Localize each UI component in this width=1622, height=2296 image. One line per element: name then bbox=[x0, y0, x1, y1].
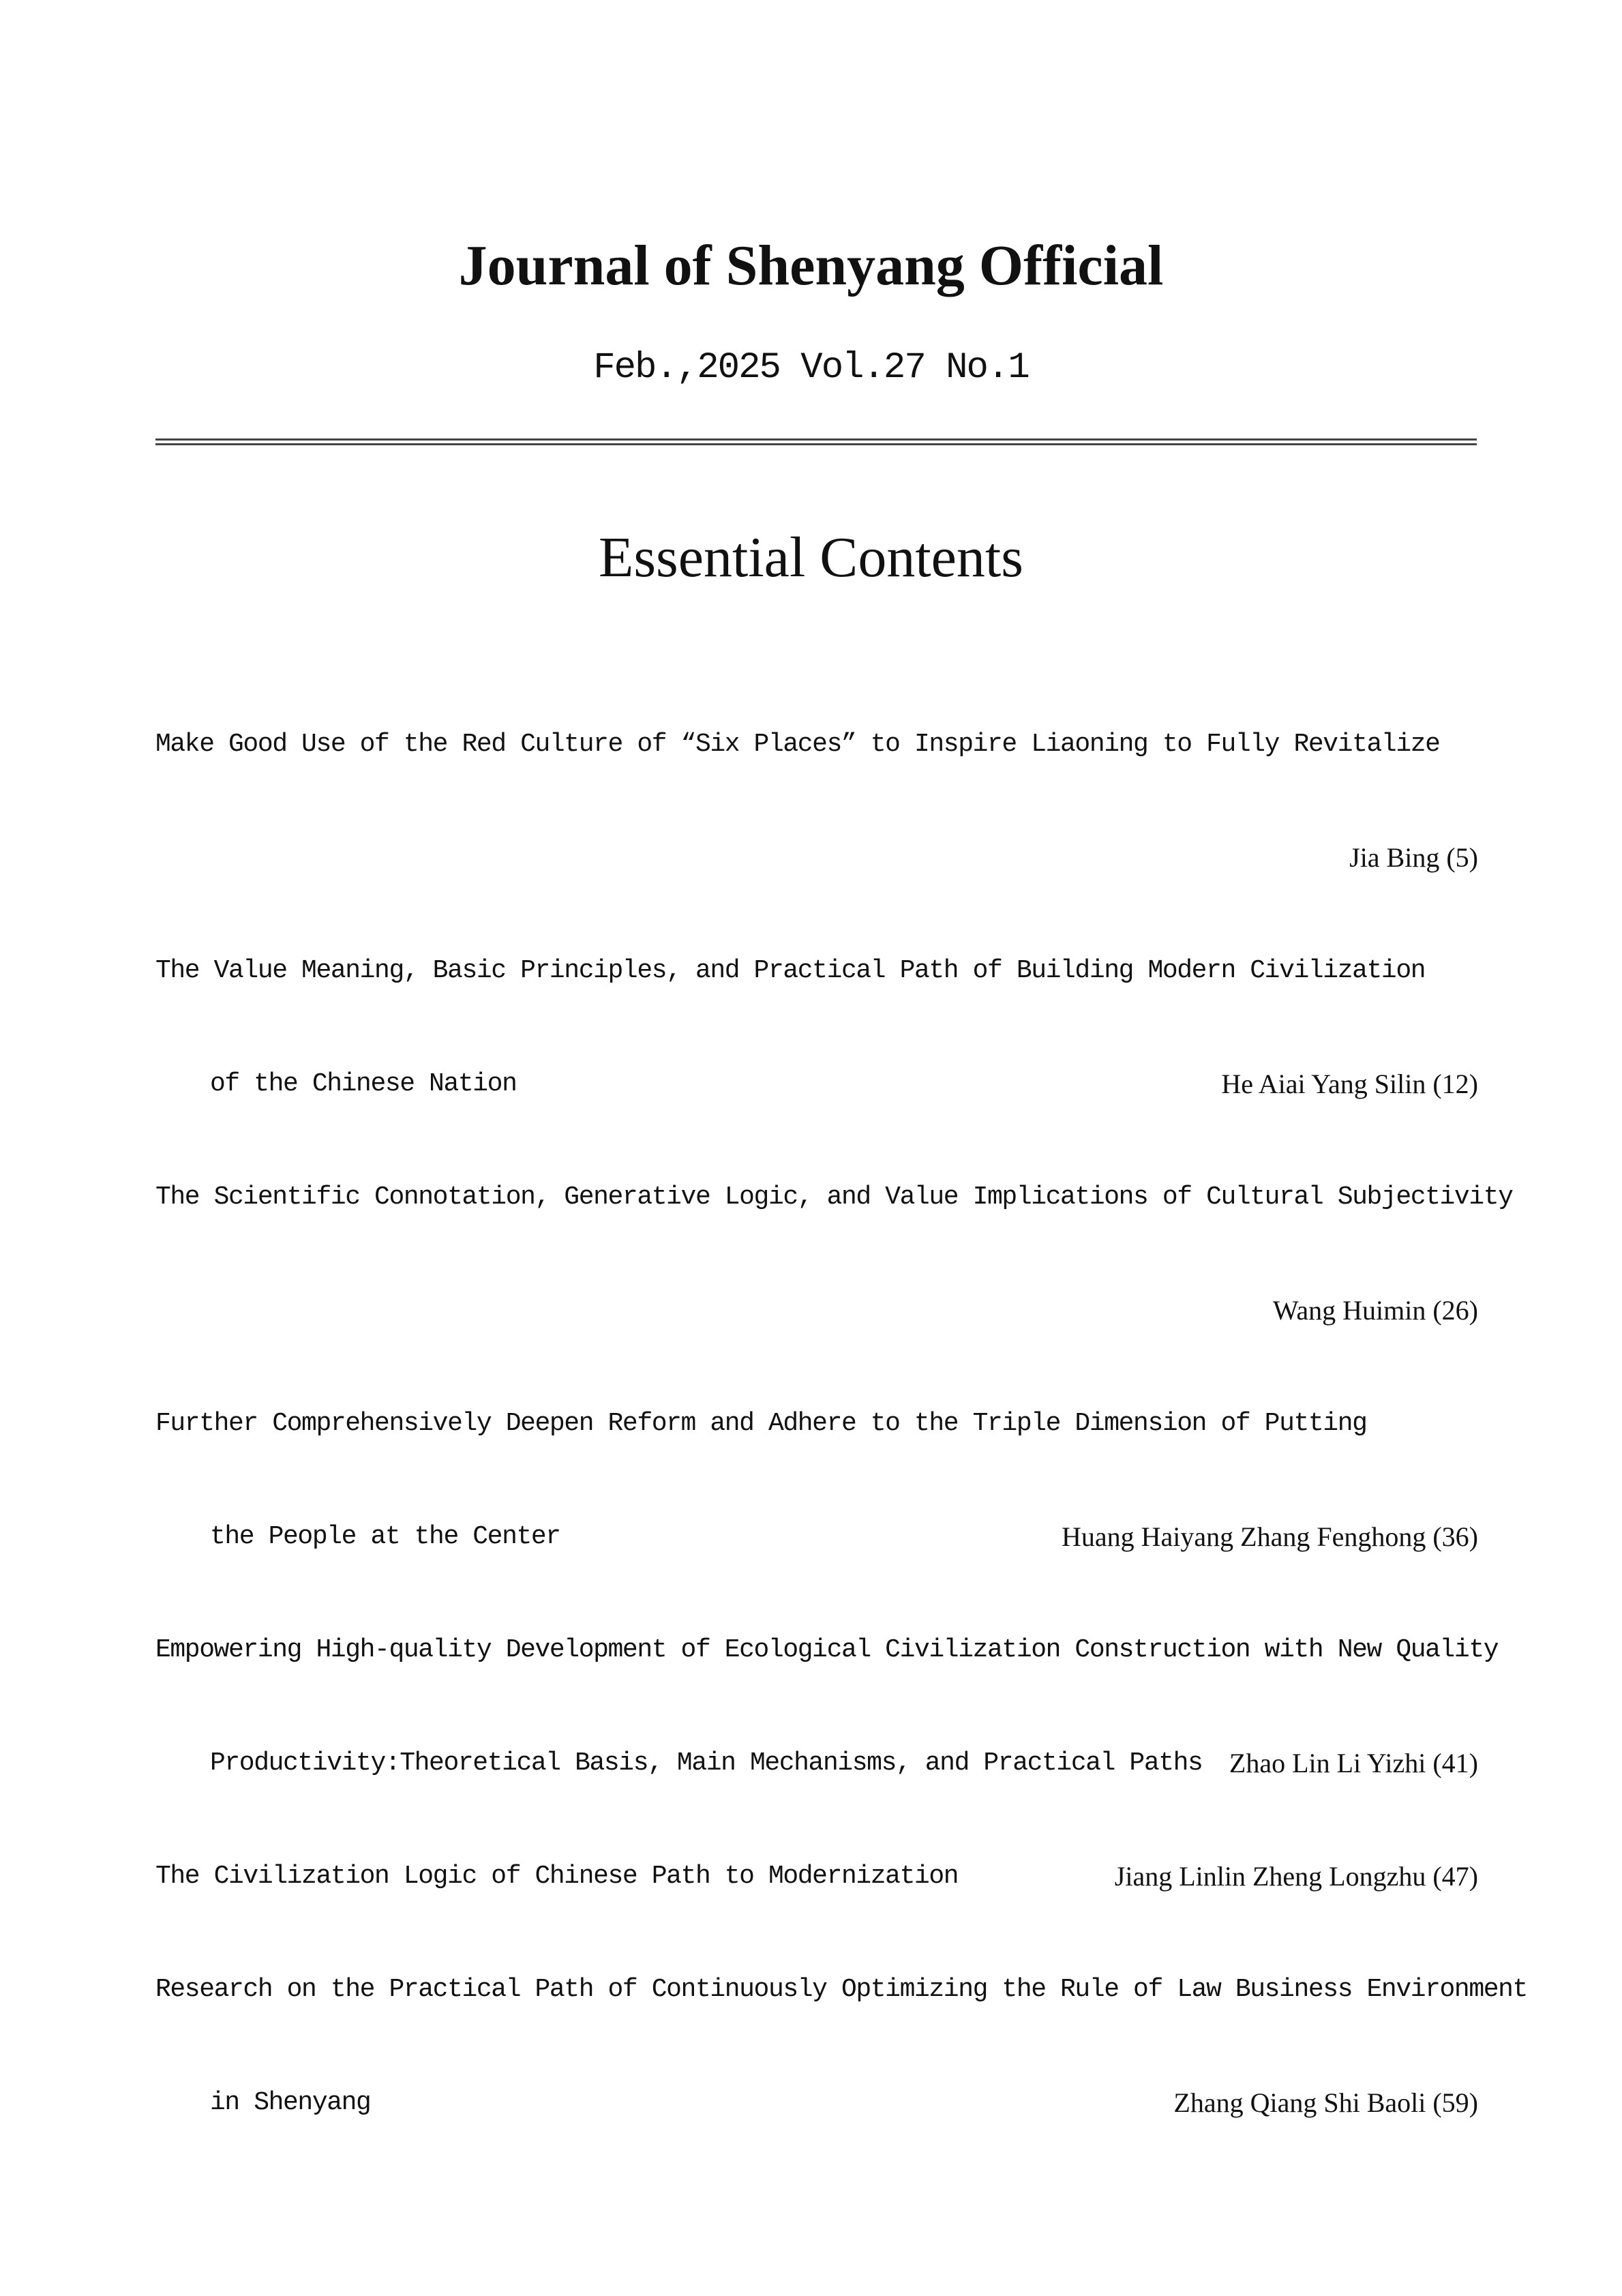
toc-entry-author-page: Zhang Qiang Shi Baoli (59) bbox=[1173, 2087, 1478, 2118]
journal-title: Journal of Shenyang Official bbox=[458, 234, 1164, 297]
toc-entry-title-continued: Productivity:Theoretical Basis, Main Mechanisms, and Practical Paths bbox=[210, 1748, 1203, 1778]
divider-rule-top bbox=[155, 438, 1477, 441]
toc-entry-title: Empowering High-quality Development of Ecological Civilization Construction with New Quality bbox=[155, 1635, 1499, 1665]
toc-entry-title-continued: the People at the Center bbox=[210, 1522, 560, 1551]
divider-rule-bottom bbox=[155, 443, 1477, 445]
toc-entry-4-line-2 bbox=[155, 1517, 1478, 1557]
toc-entry-title: Make Good Use of the Red Culture of “Six Places” to Inspire Liaoning to Fully Revitalize bbox=[155, 730, 1440, 759]
toc-entry-title: The Civilization Logic of Chinese Path to Modernization bbox=[155, 1862, 959, 1891]
issue-info: Feb.,2025 Vol.27 No.1 bbox=[593, 347, 1029, 389]
toc-entry-title-continued: in Shenyang bbox=[210, 2088, 371, 2117]
toc-entry-4-line-1 bbox=[155, 1403, 1478, 1444]
toc-entry-author-page: Wang Huimin (26) bbox=[1272, 1295, 1478, 1326]
toc-entry-title: Research on the Practical Path of Continuously Optimizing the Rule of Law Business Environment bbox=[155, 1975, 1527, 2004]
toc-entry-5-line-2 bbox=[155, 1743, 1478, 1784]
toc-entry-3-line-1 bbox=[155, 1177, 1513, 1218]
toc-entry-author-page: He Aiai Yang Silin (12) bbox=[1221, 1069, 1478, 1099]
toc-entry-author-page: Jia Bing (5) bbox=[1349, 842, 1478, 873]
toc-entry-2-line-2 bbox=[155, 1064, 1478, 1105]
toc-entry-title: The Scientific Connotation, Generative Logic, and Value Implications of Cultural Subjectivity bbox=[155, 1182, 1513, 1212]
toc-entry-1-line-2 bbox=[155, 837, 1478, 878]
toc-entry-title: Further Comprehensively Deepen Reform and Adhere to the Triple Dimension of Putting bbox=[155, 1409, 1367, 1438]
toc-entry-author-page: Jiang Linlin Zheng Longzhu (47) bbox=[1114, 1861, 1478, 1892]
toc-entry-title-continued: of the Chinese Nation bbox=[210, 1069, 517, 1099]
toc-entry-title: The Value Meaning, Basic Principles, and Practical Path of Building Modern Civilization bbox=[155, 956, 1426, 985]
toc-entry-1-line-1 bbox=[155, 724, 1478, 765]
toc-entry-7-line-2 bbox=[155, 2083, 1478, 2123]
contents-heading: Essential Contents bbox=[599, 526, 1023, 589]
toc-entry-3-line-2 bbox=[155, 1290, 1478, 1331]
toc-entry-7-line-1 bbox=[155, 1969, 1527, 2010]
toc-entry-2-line-1 bbox=[155, 951, 1478, 992]
toc-entry-5-line-1 bbox=[155, 1630, 1499, 1671]
toc-entry-author-page: Huang Haiyang Zhang Fenghong (36) bbox=[1062, 1521, 1478, 1552]
toc-entry-6-line-1 bbox=[155, 1856, 1478, 1897]
toc-entry-author-page: Zhao Lin Li Yizhi (41) bbox=[1229, 1748, 1478, 1778]
